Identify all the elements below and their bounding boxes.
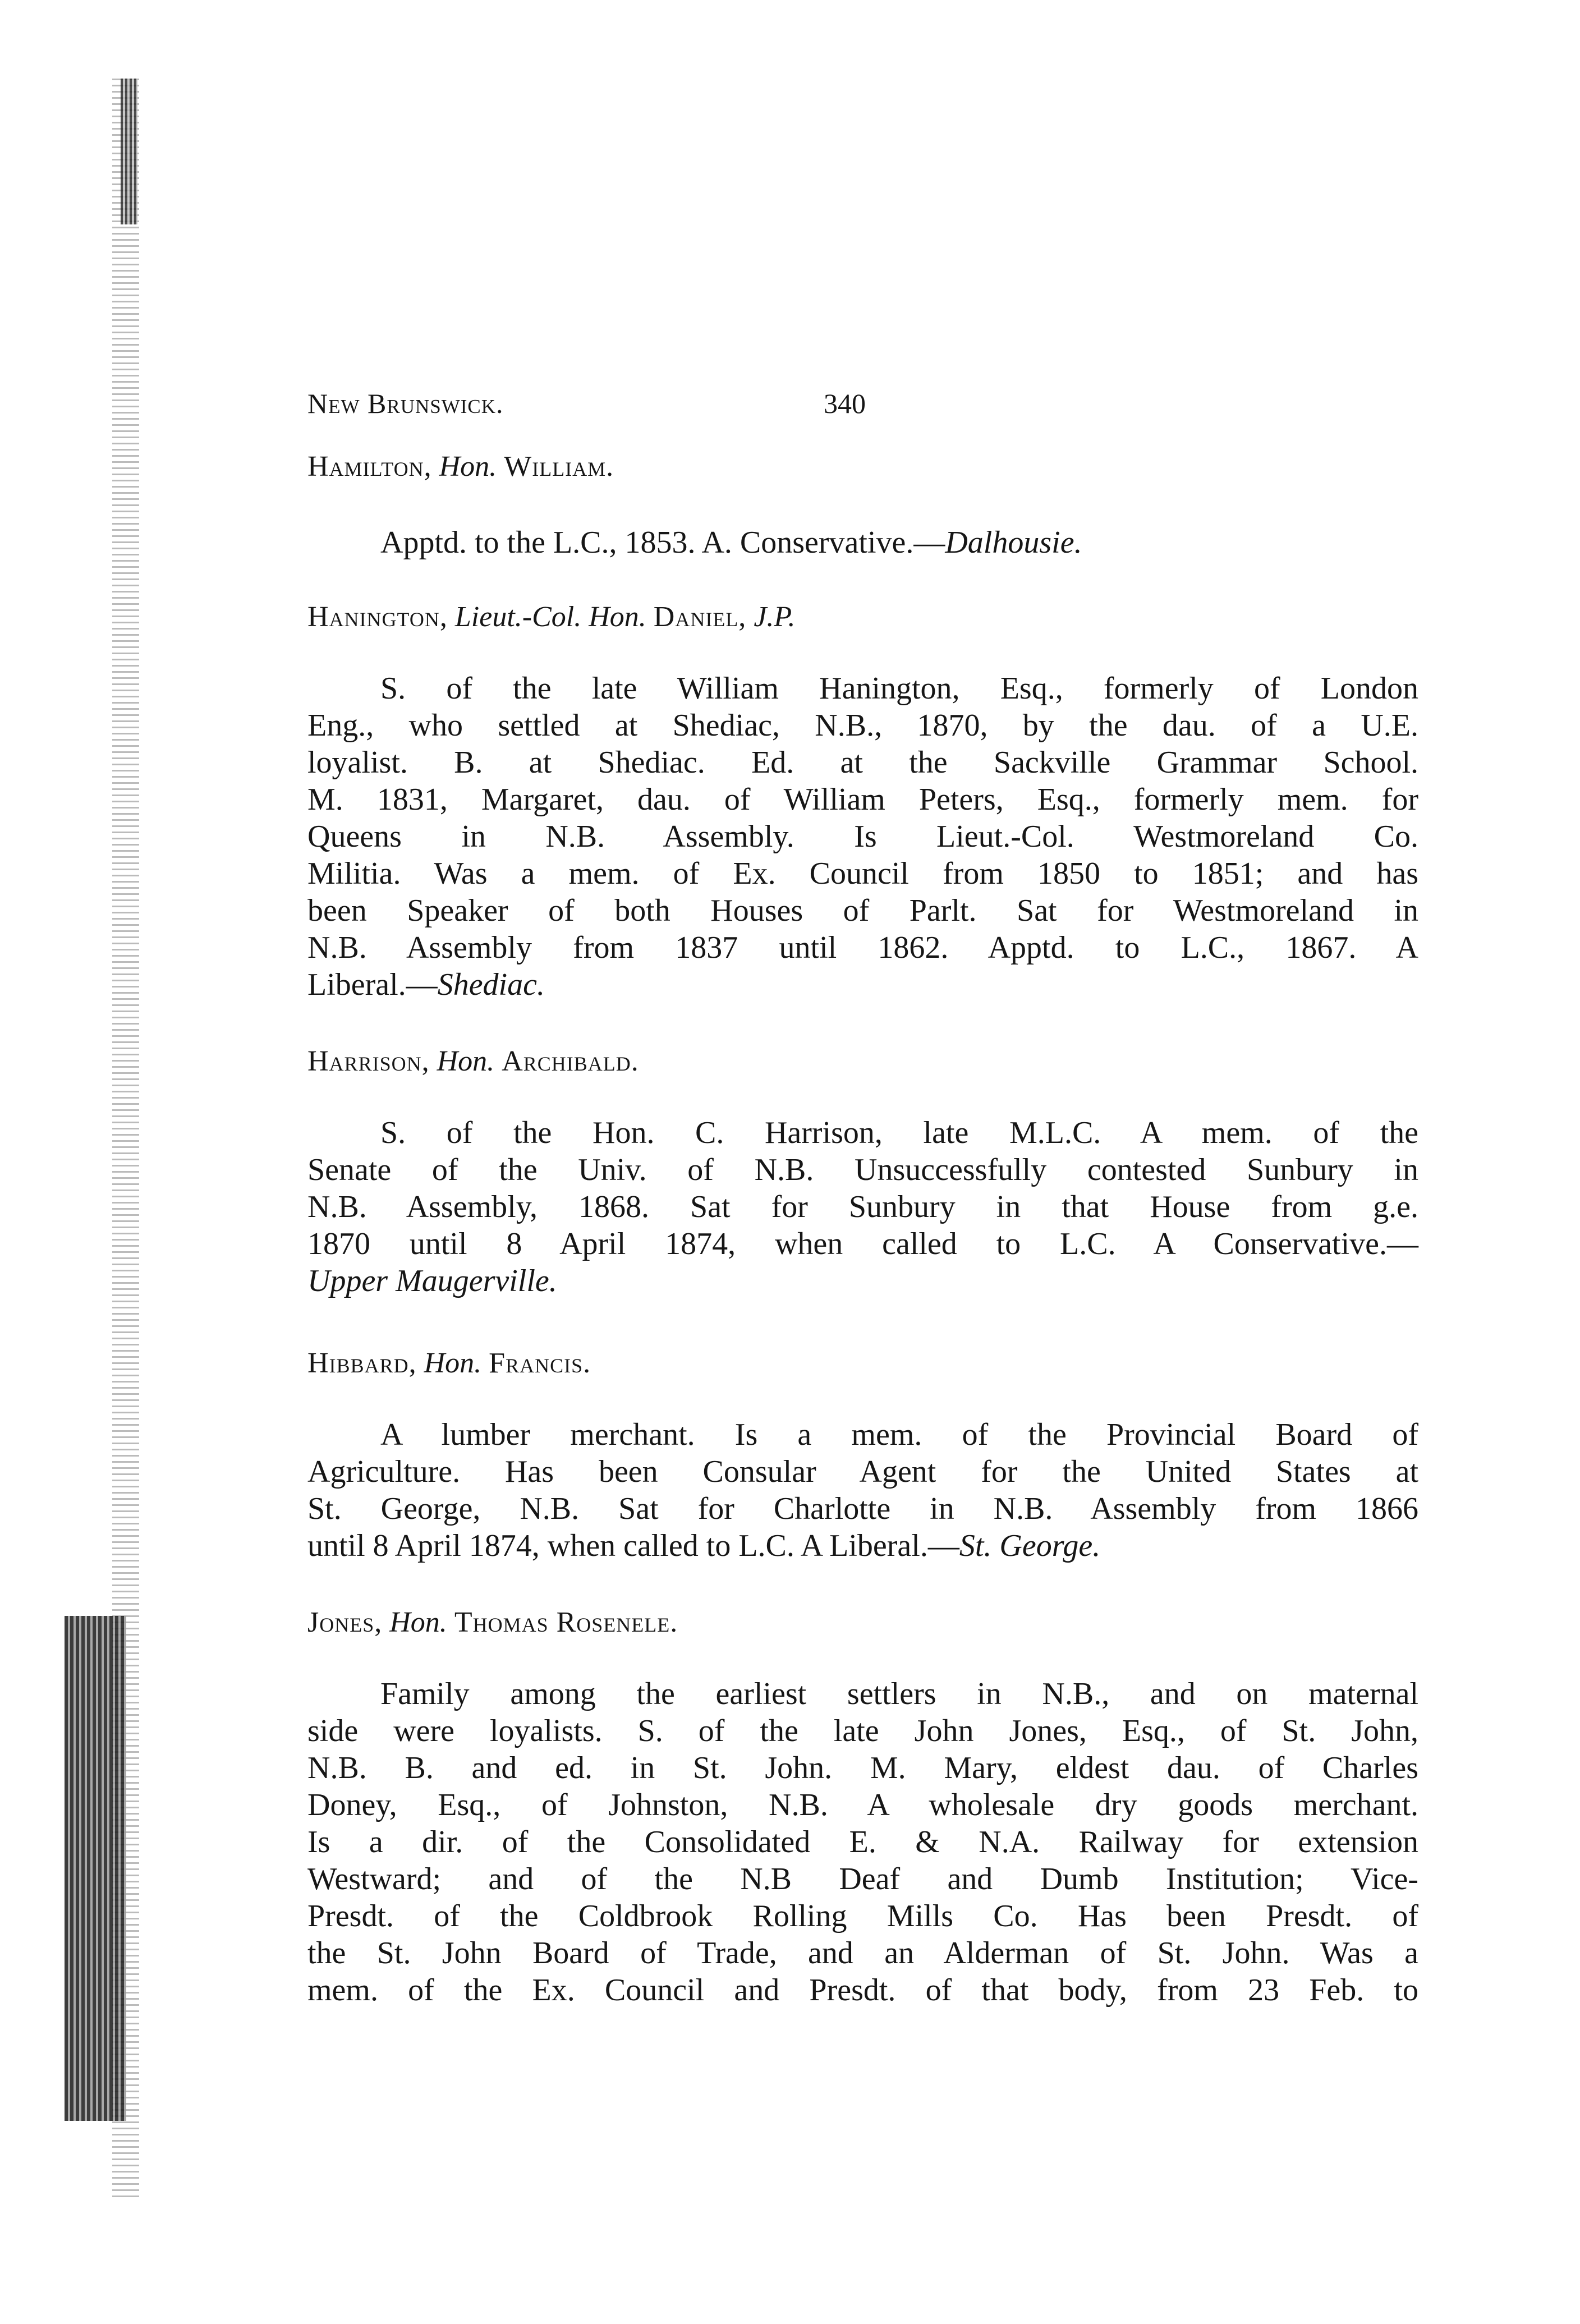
scan-binding-dark-band (65, 1616, 126, 2121)
body-line: mem. of the Ex. Council and Presdt. of that body, from 23 Feb. to (307, 1973, 1418, 2008)
body-line (307, 524, 1418, 561)
body-line: the St. John Board of Trade, and an Alderman of St. John. Was a (307, 1936, 1418, 1971)
given-name: William. (504, 451, 614, 483)
entry-harrison (307, 1044, 1418, 1299)
body-line: side were loyalists. S. of the late John Jones, Esq., of St. John, (307, 1714, 1418, 1748)
body-text: until 8 April 1874, when called to L.C. A Liberal.— (307, 1528, 959, 1563)
body-line: Agriculture. Has been Consular Agent for the United States at (307, 1454, 1418, 1489)
scan-binding-top (121, 79, 137, 224)
body-line: N.B. Assembly from 1837 until 1862. Apptd. to L.C., 1867. A (307, 930, 1418, 965)
body-line: Presdt. of the Coldbrook Rolling Mills Co. Has been Presdt. of (307, 1899, 1418, 1933)
running-head (307, 387, 981, 421)
honorific: Hon. (439, 451, 497, 483)
entry-jones (307, 1605, 1418, 2009)
body-line (307, 1527, 1418, 1564)
surname: Harrison, (307, 1045, 430, 1077)
body-line: Family among the earliest settlers in N.B., and on maternal (380, 1677, 1418, 1711)
suffix: J.P. (754, 601, 796, 633)
entry-body (307, 670, 1418, 1003)
body-line (307, 966, 1418, 1003)
entry-heading (307, 449, 1418, 485)
body-line: loyalist. B. at Shediac. Ed. at the Sackville Grammar School. (307, 745, 1418, 780)
entry-body (307, 1675, 1418, 2009)
body-text: Apptd. to the L.C., 1853. A. Conservative.— (380, 525, 945, 560)
surname: Hamilton, (307, 451, 432, 483)
body-line: S. of the late William Hanington, Esq., formerly of London (380, 671, 1418, 706)
body-line: M. 1831, Margaret, dau. of William Peters, Esq., formerly mem. for (307, 782, 1418, 817)
locality: St. George. (959, 1528, 1101, 1563)
body-line: Queens in N.B. Assembly. Is Lieut.-Col. Westmoreland Co. (307, 819, 1418, 854)
body-line: N.B. B. and ed. in St. John. M. Mary, eldest dau. of Charles (307, 1751, 1418, 1785)
body-line: N.B. Assembly, 1868. Sat for Sunbury in that House from g.e. (307, 1189, 1418, 1224)
body-line: been Speaker of both Houses of Parlt. Sat for Westmoreland in (307, 893, 1418, 928)
page-number: 340 (824, 388, 866, 419)
honorific: Hon. (389, 1606, 447, 1638)
honorific: Hon. (437, 1045, 495, 1077)
given-name: Archibald. (502, 1045, 639, 1077)
body-line: Is a dir. of the Consolidated E. & N.A. Railway for extension (307, 1825, 1418, 1859)
surname: Hibbard, (307, 1347, 417, 1379)
entry-hanington (307, 599, 1418, 1003)
body-line: St. George, N.B. Sat for Charlotte in N.B. Assembly from 1866 (307, 1491, 1418, 1526)
given-name: Daniel, (653, 601, 747, 633)
body-line: Militia. Was a mem. of Ex. Council from 1850 to 1851; and has (307, 856, 1418, 891)
entry-heading (307, 1044, 1418, 1080)
body-line: A lumber merchant. Is a mem. of the Provincial Board of (380, 1417, 1418, 1452)
body-line: Senate of the Univ. of N.B. Unsuccessfully contested Sunbury in (307, 1152, 1418, 1187)
given-name: Francis. (489, 1347, 591, 1379)
running-title: New Brunswick. (307, 388, 504, 419)
entry-hamilton (307, 449, 1418, 561)
body-line: Doney, Esq., of Johnston, N.B. A wholesale dry goods merchant. (307, 1788, 1418, 1822)
entry-heading (307, 1345, 1418, 1381)
honorific: Lieut.-Col. Hon. (454, 601, 646, 633)
body-line: Eng., who settled at Shediac, N.B., 1870, by the dau. of a U.E. (307, 708, 1418, 743)
entry-body (307, 1416, 1418, 1564)
body-line: 1870 until 8 April 1874, when called to L.C. A Conservative.— (307, 1227, 1418, 1261)
locality: Dalhousie. (945, 525, 1082, 560)
locality: Upper Maugerville. (307, 1264, 557, 1298)
given-name: Thomas Rosenele. (454, 1606, 678, 1638)
surname: Jones, (307, 1606, 383, 1638)
surname: Hanington, (307, 601, 448, 633)
entry-hibbard (307, 1345, 1418, 1564)
entry-body (307, 1114, 1418, 1299)
honorific: Hon. (424, 1347, 482, 1379)
locality: Shediac. (437, 967, 545, 1002)
body-line: S. of the Hon. C. Harrison, late M.L.C. A mem. of the (380, 1115, 1418, 1150)
entry-heading (307, 599, 1418, 635)
body-line: Westward; and of the N.B Deaf and Dumb Institution; Vice- (307, 1862, 1418, 1896)
entry-body (307, 524, 1418, 561)
body-text: Liberal.— (307, 967, 438, 1002)
entry-heading (307, 1605, 1418, 1641)
